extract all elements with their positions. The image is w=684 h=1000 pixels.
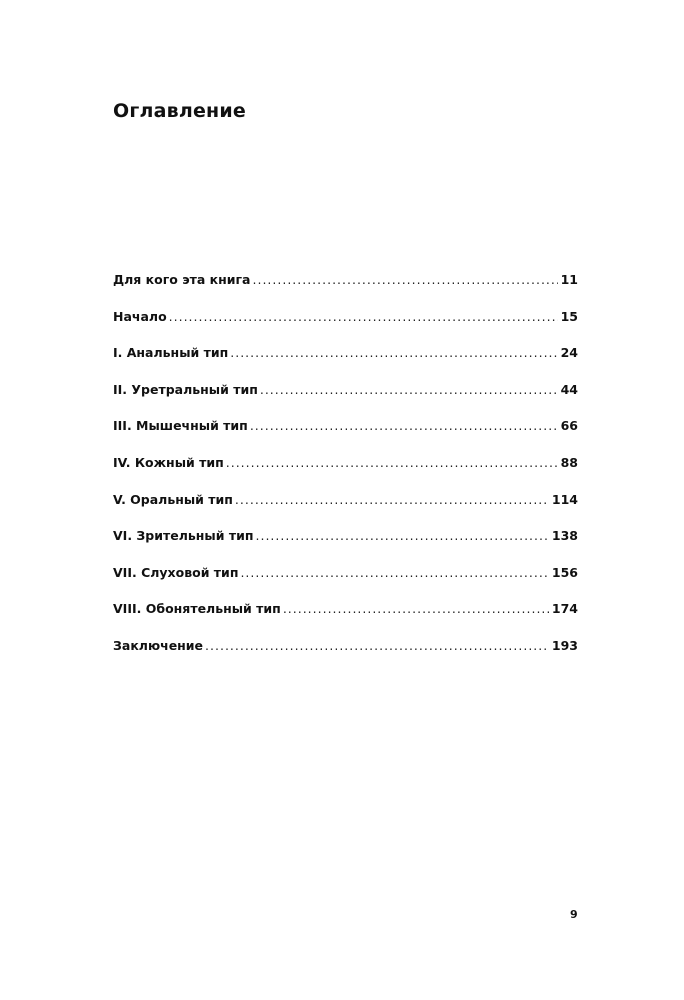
toc-leader-dots (240, 565, 548, 580)
table-of-contents (113, 272, 578, 675)
toc-leader-dots (256, 528, 549, 543)
toc-entry-label: Заключение (113, 637, 204, 653)
toc-entry-page: 88 (560, 454, 578, 470)
toc-leader-dots (169, 309, 558, 324)
toc-leader-dots (283, 601, 549, 616)
toc-entry (113, 565, 578, 602)
toc-entry (113, 345, 578, 382)
toc-leader-dots (250, 418, 558, 433)
toc-entry-page: 156 (551, 564, 578, 580)
toc-entry (113, 418, 578, 455)
toc-entry-label: VII. Слуховой тип (113, 564, 239, 580)
toc-leader-dots (260, 382, 558, 397)
toc-leader-dots (226, 455, 558, 470)
toc-entry-label: VIII. Обонятельный тип (113, 601, 281, 617)
toc-leader-dots (253, 272, 558, 287)
toc-entry-label: Для кого эта книга (113, 272, 251, 287)
toc-leader-dots (205, 638, 549, 653)
toc-entry-page: 44 (560, 381, 578, 397)
toc-entry-page: 66 (560, 418, 578, 434)
toc-entry-page: 193 (551, 637, 578, 653)
toc-entry (113, 309, 578, 346)
toc-entry-page: 24 (560, 345, 578, 361)
toc-entry-page: 11 (560, 272, 578, 287)
toc-entry-label: I. Анальный тип (113, 345, 229, 361)
page-number: 9 (570, 908, 578, 921)
toc-entry-label: VI. Зрительный тип (113, 528, 254, 544)
toc-leader-dots (230, 345, 557, 360)
toc-entry (113, 272, 578, 309)
toc-entry (113, 638, 578, 675)
toc-entry-page: 174 (551, 601, 578, 617)
toc-entry (113, 528, 578, 565)
toc-entry-page: 15 (560, 308, 578, 324)
toc-entry-label: V. Оральный тип (113, 491, 233, 507)
toc-entry-label: IV. Кожный тип (113, 454, 224, 470)
toc-entry (113, 382, 578, 419)
toc-entry-page: 138 (551, 528, 578, 544)
toc-entry (113, 601, 578, 638)
toc-entry-label: III. Мышечный тип (113, 418, 248, 434)
toc-entry-label: II. Уретральный тип (113, 381, 258, 397)
toc-leader-dots (235, 492, 549, 507)
page-title: Оглавление (113, 100, 246, 122)
toc-entry (113, 455, 578, 492)
toc-entry-page: 114 (551, 491, 578, 507)
toc-entry (113, 492, 578, 529)
toc-entry-label: Начало (113, 308, 167, 324)
